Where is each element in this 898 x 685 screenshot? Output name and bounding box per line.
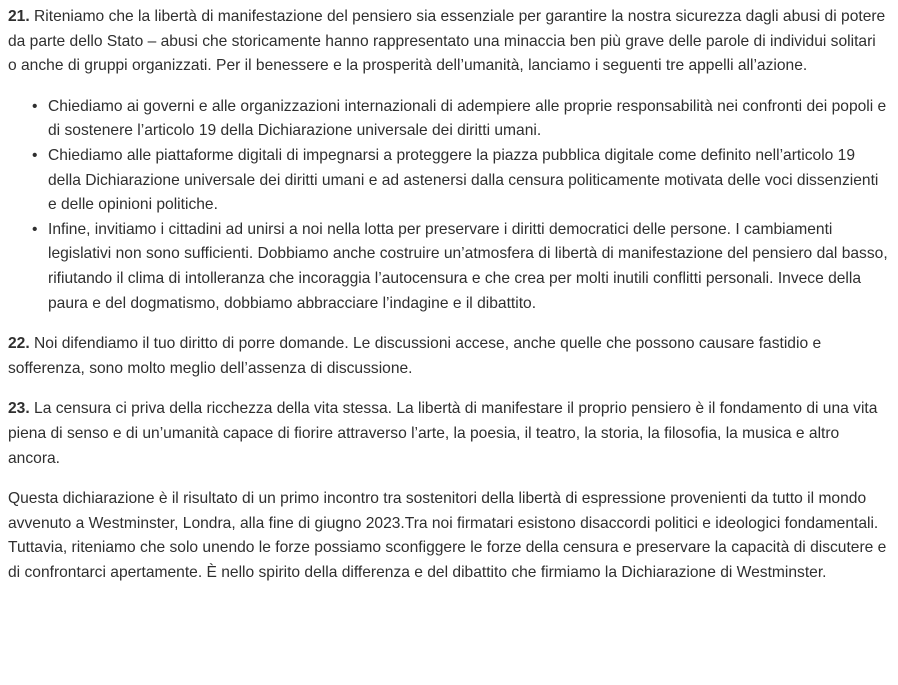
paragraph-number: 23. — [8, 400, 30, 418]
bullet-icon: • — [32, 97, 38, 115]
paragraph-22 — [8, 332, 888, 381]
list-item — [32, 144, 888, 218]
list-item-text: Infine, invitiamo i cittadini ad unirsi a noi nella lotta per preservare i diritti democratici delle persone. I cambiamenti legislativi non sono sufficienti. Dobbiamo anche costruire un’atmosfera di libertà di manifestazione del pensiero dal basso, rifiutando il clima di intolleranza che incoraggia l’autocensura e che crea per molti inutili conflitti personali. Invece della paura e del dogmatismo, dobbiamo abbracciare l’indagine e il dibattito. — [48, 220, 888, 312]
paragraph-number: 21. — [8, 8, 30, 25]
paragraph-text: La censura ci priva della ricchezza della vita stessa. La libertà di manifestare il proprio pensiero è il fondamento di una vita piena di senso e di un’umanità capace di fiorire attraverso l’arte, la poesia, il teatro, la storia, la filosofia, la musica e altro ancora. — [8, 400, 878, 467]
appeals-list — [8, 95, 888, 316]
list-item — [32, 218, 888, 316]
paragraph-21 — [8, 5, 888, 79]
list-item — [32, 95, 888, 144]
bullet-icon: • — [32, 146, 38, 164]
list-item-text: Chiediamo alle piattaforme digitali di impegnarsi a proteggere la piazza pubblica digitale come definito nell’articolo 19 della Dichiarazione universale dei diritti umani e ad astenersi dalla censura politicamente motivata delle voci dissenzienti e delle opinioni politiche. — [48, 146, 879, 214]
paragraph-23 — [8, 397, 888, 471]
list-item-text: Chiediamo ai governi e alle organizzazioni internazionali di adempiere alle proprie responsabilità nei confronti dei popoli e di sostenere l’articolo 19 della Dichiarazione universale dei diritti umani. — [48, 97, 887, 140]
bullet-icon: • — [32, 220, 38, 238]
closing-paragraph: Questa dichiarazione è il risultato di un primo incontro tra sostenitori della libertà di espressione provenienti da tutto il mondo avvenuto a Westminster, Londra, alla fine di giugno 2023.Tra noi firmatari esistono disaccordi politici e ideologici fondamentali. Tuttavia, riteniamo che solo unendo le forze possiamo sconfiggere le forze della censura e preservare la capacità di discutere e di confrontarci apertamente. È nello spirito della differenza e del dibattito che firmiamo la Dichiarazione di Westminster. — [8, 490, 887, 581]
paragraph-text: Riteniamo che la libertà di manifestazione del pensiero sia essenziale per garantire la nostra sicurezza dagli abusi di potere da parte dello Stato – abusi che storicamente hanno rappresentato una minaccia ben più grave delle parole di individui solitari o anche di gruppi organizzati. Per il benessere e la prosperità dell’umanità, lanciamo i seguenti tre appelli all’azione. — [8, 8, 886, 75]
paragraph-number: 22. — [8, 335, 30, 353]
paragraph-text: Noi difendiamo il tuo diritto di porre domande. Le discussioni accese, anche quelle che possono causare fastidio e sofferenza, sono molto meglio dell’assenza di discussione. — [8, 335, 822, 377]
